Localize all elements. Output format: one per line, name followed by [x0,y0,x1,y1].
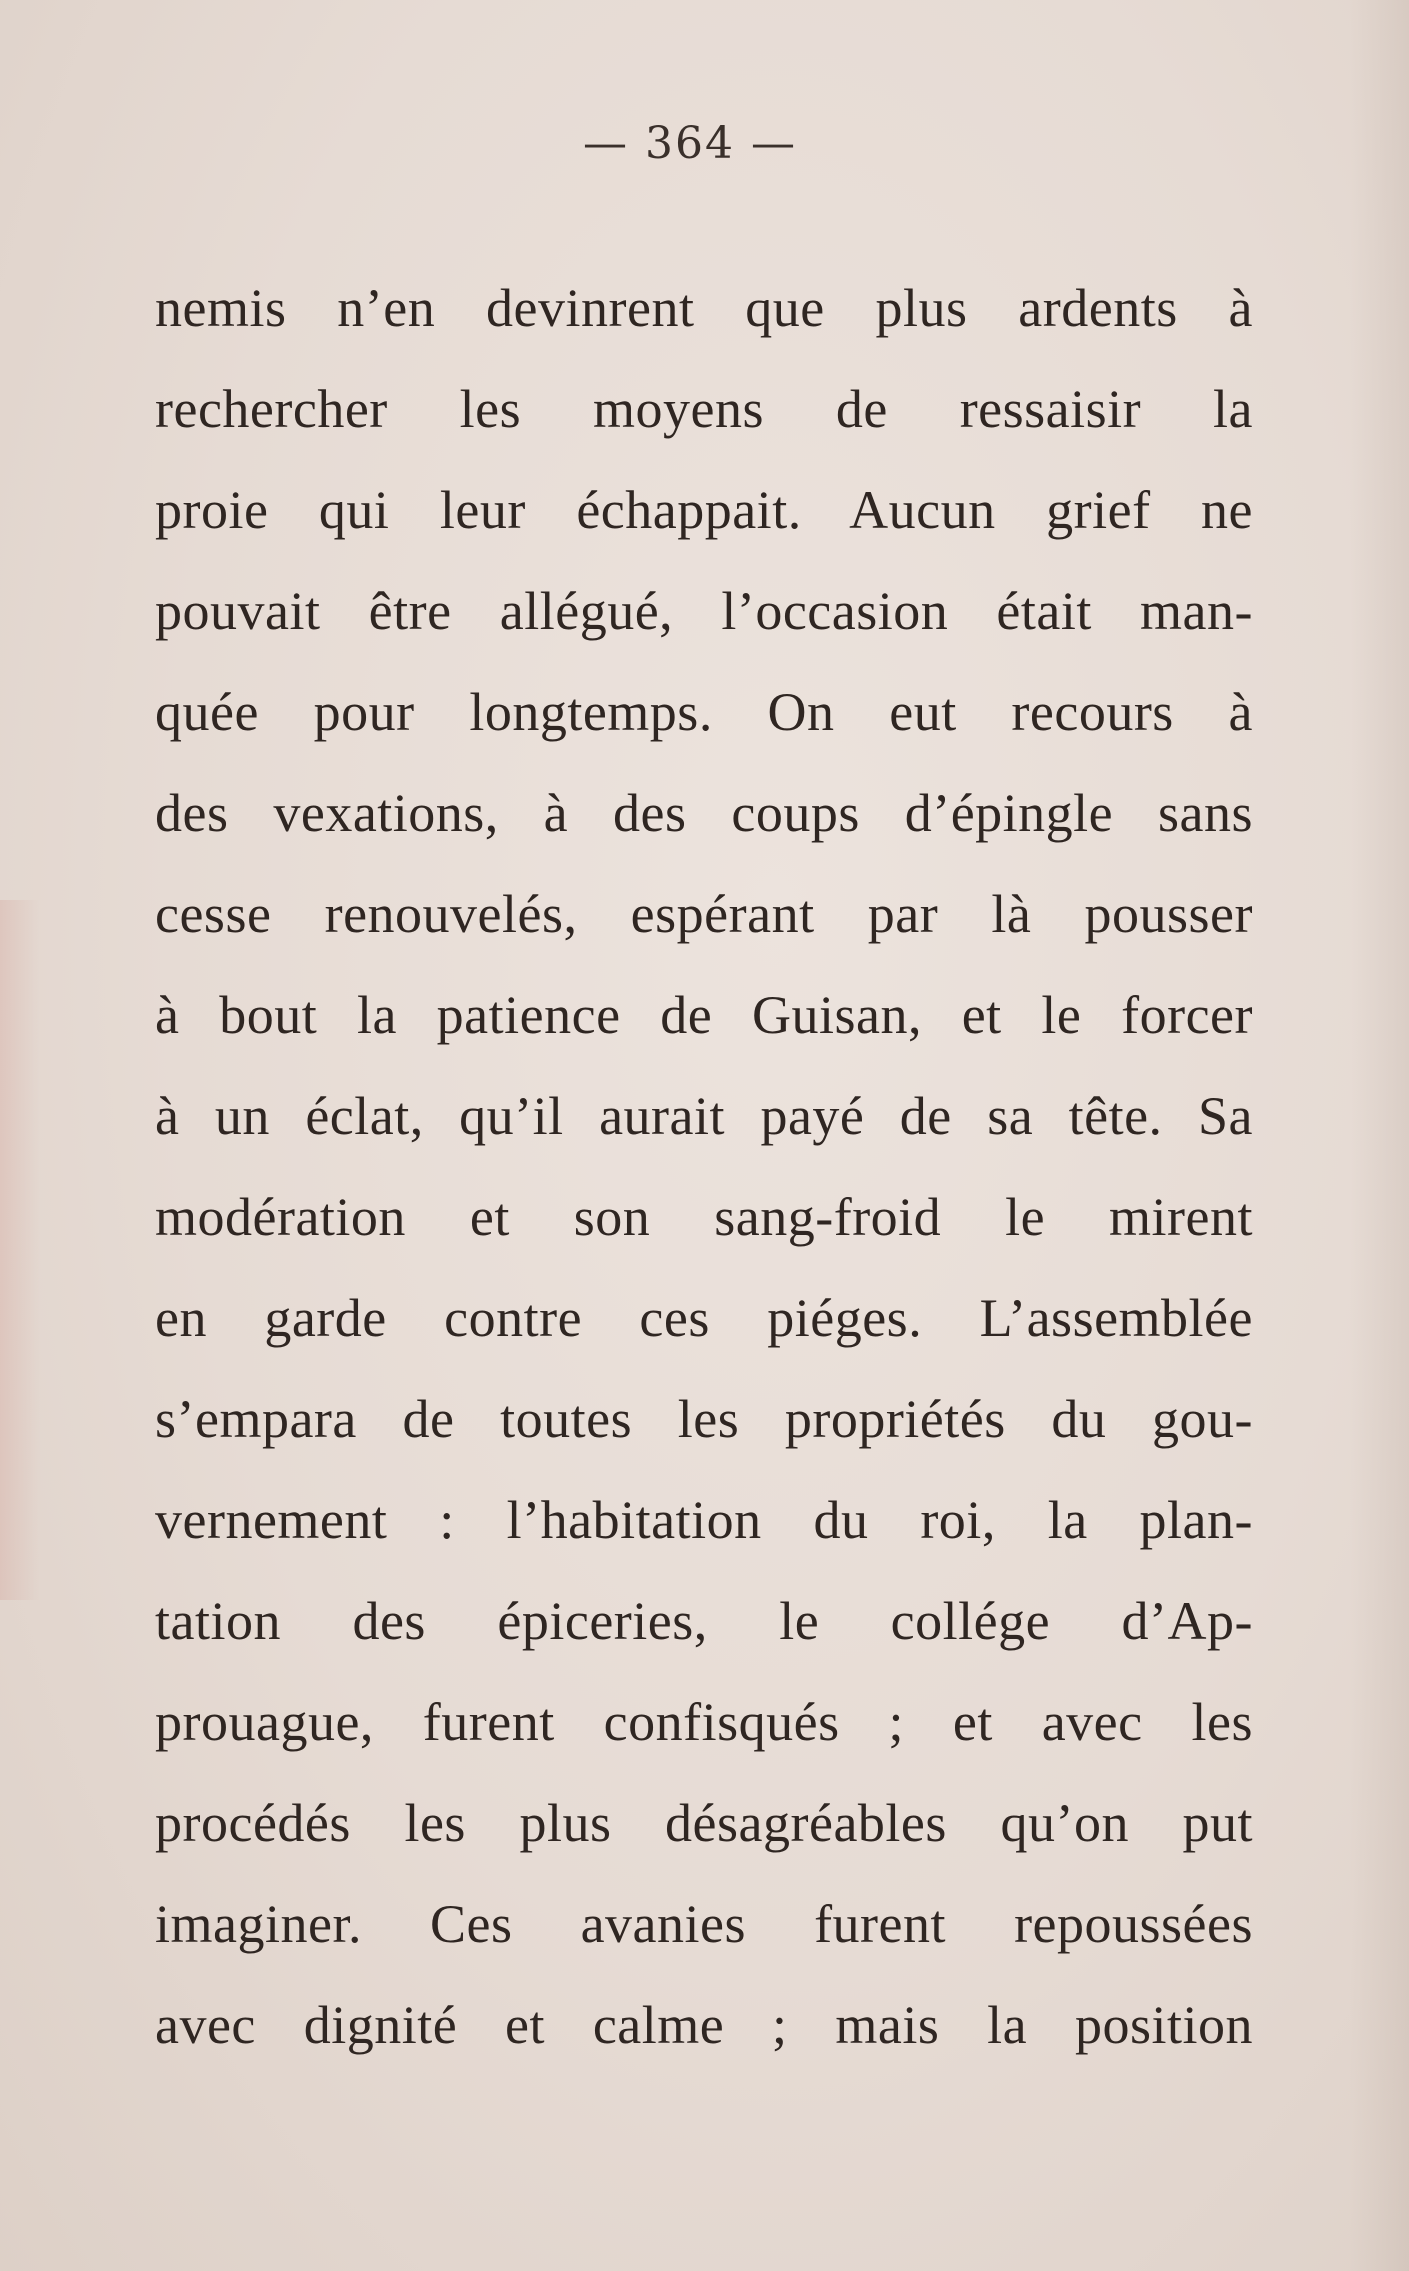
body-text [155,258,1253,2076]
text-line: proie qui leur échappait. Aucun grief ne [155,480,1253,540]
text-line: modération et son sang-froid le mirent [155,1187,1253,1247]
text-line: à bout la patience de Guisan, et le forcer [155,985,1253,1045]
text-line: procédés les plus désagréables qu’on put [155,1793,1253,1853]
page-left-tint [0,900,40,1600]
text-line: des vexations, à des coups d’épingle sans [155,783,1253,843]
text-line: imaginer. Ces avanies furent repoussées [155,1894,1253,1954]
text-line: avec dignité et calme ; mais la position [155,1995,1253,2055]
text-line: tation des épiceries, le collége d’Ap- [155,1591,1253,1651]
text-line: quée pour longtemps. On eut recours à [155,682,1253,742]
page-number: — 364 — [583,118,797,169]
text-line: rechercher les moyens de ressaisir la [155,379,1253,439]
text-line: prouague, furent confisqués ; et avec les [155,1692,1253,1752]
text-line: pouvait être allégué, l’occasion était man- [155,581,1253,641]
page-edge-shadow [1349,0,1409,2271]
text-line: vernement : l’habitation du roi, la plan- [155,1490,1253,1550]
text-line: cesse renouvelés, espérant par là pousser [155,884,1253,944]
text-line: nemis n’en devinrent que plus ardents à [155,278,1253,338]
text-line: s’empara de toutes les propriétés du gou- [155,1389,1253,1449]
text-line: à un éclat, qu’il aurait payé de sa tête. Sa [155,1086,1253,1146]
text-line: en garde contre ces piéges. L’assemblée [155,1288,1253,1348]
